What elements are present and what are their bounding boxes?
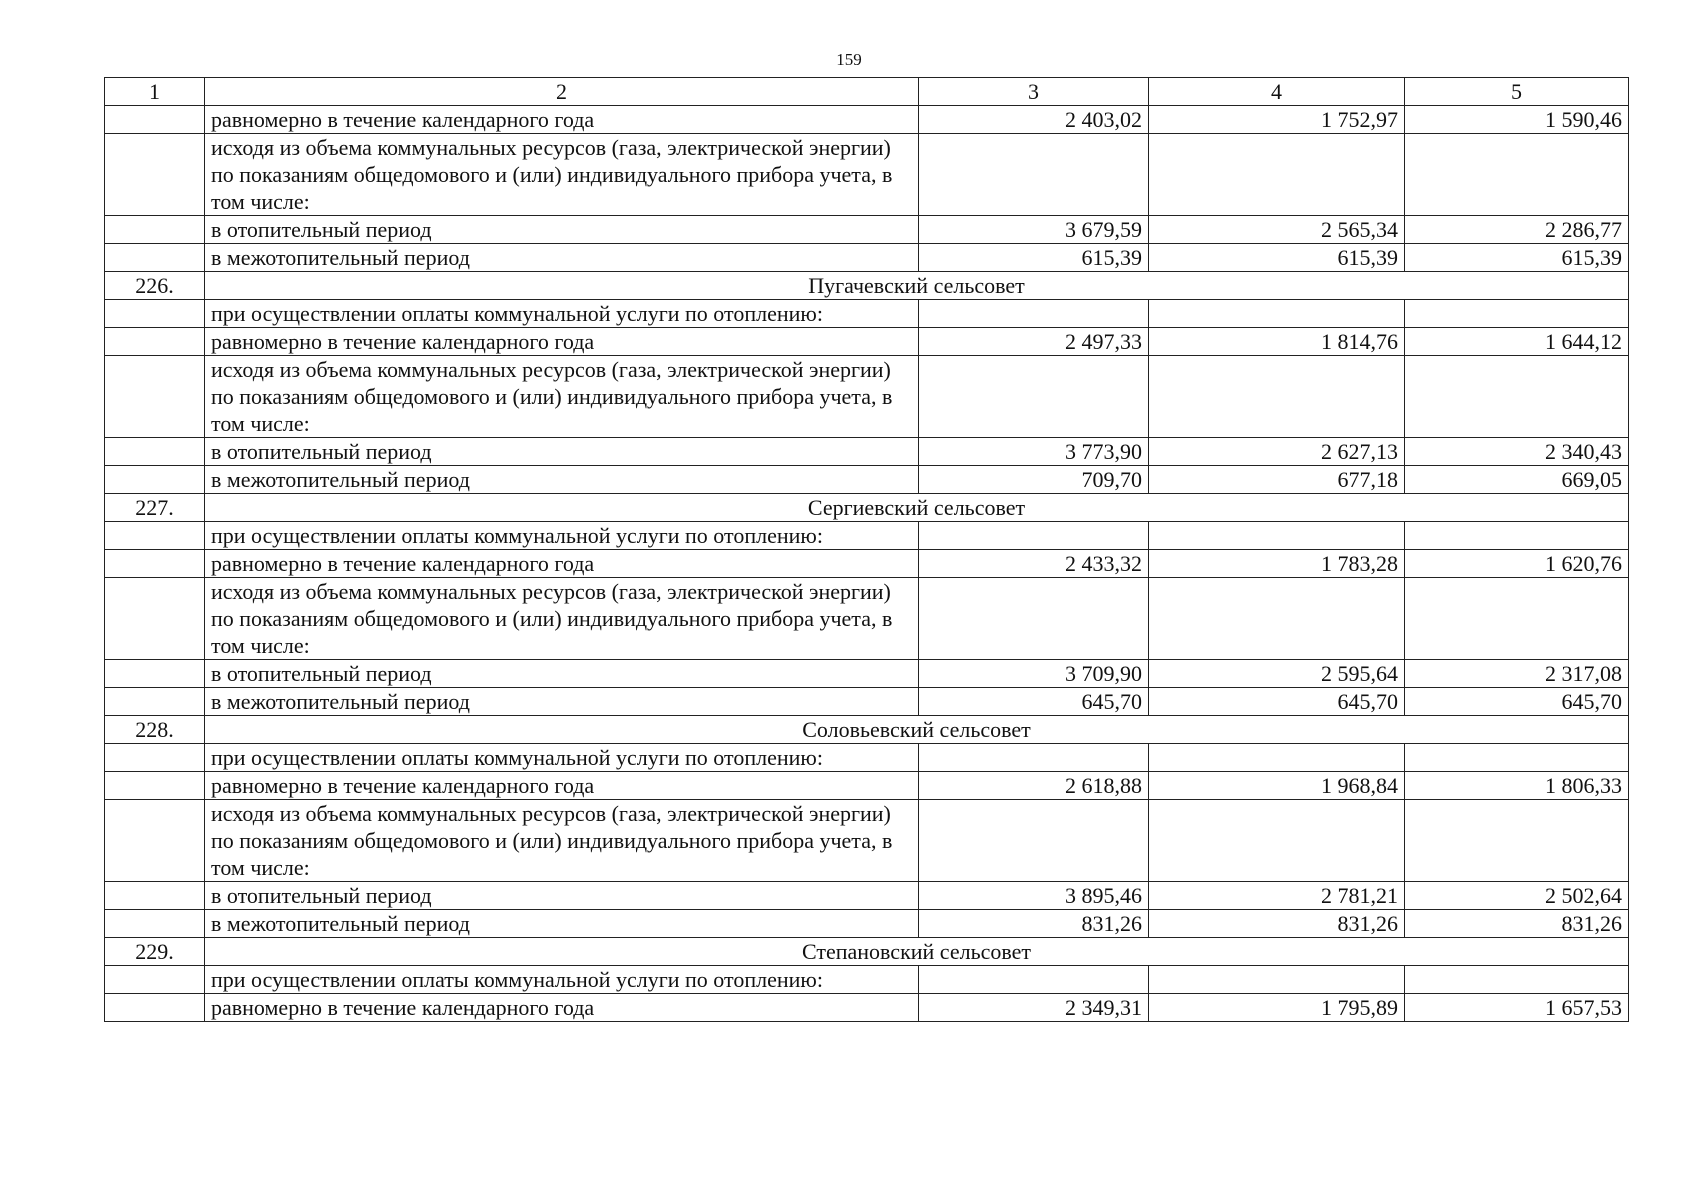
value-col-4: 615,39 [1149,244,1405,272]
value-col-3: 2 349,31 [919,994,1149,1022]
row-index [105,466,205,494]
row-label: исходя из объема коммунальных ресурсов (газа, электрической энергии) по показаниям общедомового и (или) индивидуального прибора учета, в том числе: [205,800,919,882]
row-index [105,800,205,882]
section-title: Соловьевский сельсовет [205,716,1629,744]
row-index [105,356,205,438]
value-col-5: 1 620,76 [1405,550,1629,578]
row-label: при осуществлении оплаты коммунальной услуги по отоплению: [205,966,919,994]
table-row [105,578,1629,660]
table-row [105,800,1629,882]
value-col-3 [919,300,1149,328]
value-col-5: 831,26 [1405,910,1629,938]
column-header-row [105,78,1629,106]
value-col-3: 831,26 [919,910,1149,938]
row-label: в межотопительный период [205,688,919,716]
table-row [105,550,1629,578]
row-label: при осуществлении оплаты коммунальной услуги по отоплению: [205,522,919,550]
column-header-3: 3 [919,78,1149,106]
row-label: равномерно в течение календарного года [205,328,919,356]
value-col-4 [1149,522,1405,550]
row-index [105,910,205,938]
column-header-2: 2 [205,78,919,106]
row-label: в отопительный период [205,882,919,910]
table-row [105,106,1629,134]
value-col-4: 1 795,89 [1149,994,1405,1022]
value-col-3: 2 497,33 [919,328,1149,356]
table-row [105,522,1629,550]
value-col-3: 2 403,02 [919,106,1149,134]
column-header-5: 5 [1405,78,1629,106]
table-row [105,772,1629,800]
table-row [105,910,1629,938]
value-col-5: 2 286,77 [1405,216,1629,244]
row-index [105,328,205,356]
value-col-4 [1149,134,1405,216]
value-col-3 [919,800,1149,882]
table-row [105,966,1629,994]
row-index [105,134,205,216]
value-col-3: 645,70 [919,688,1149,716]
value-col-4: 831,26 [1149,910,1405,938]
value-col-4 [1149,744,1405,772]
row-index [105,300,205,328]
value-col-5 [1405,134,1629,216]
value-col-3: 2 618,88 [919,772,1149,800]
table-row [105,438,1629,466]
row-index: 227. [105,494,205,522]
row-label: в отопительный период [205,216,919,244]
value-col-4: 2 781,21 [1149,882,1405,910]
row-label: равномерно в течение календарного года [205,106,919,134]
value-col-5: 2 317,08 [1405,660,1629,688]
value-col-5 [1405,966,1629,994]
row-index [105,244,205,272]
row-index [105,772,205,800]
table-row [105,882,1629,910]
value-col-4: 2 595,64 [1149,660,1405,688]
row-index [105,688,205,716]
row-index: 226. [105,272,205,300]
row-index: 228. [105,716,205,744]
table-row [105,300,1629,328]
value-col-4: 677,18 [1149,466,1405,494]
value-col-3: 709,70 [919,466,1149,494]
value-col-5: 1 590,46 [1405,106,1629,134]
row-label: равномерно в течение календарного года [205,994,919,1022]
value-col-5: 1 657,53 [1405,994,1629,1022]
value-col-4: 1 783,28 [1149,550,1405,578]
column-header-1: 1 [105,78,205,106]
row-label: в межотопительный период [205,244,919,272]
value-col-5 [1405,522,1629,550]
section-row [105,938,1629,966]
value-col-5 [1405,356,1629,438]
value-col-3: 3 679,59 [919,216,1149,244]
row-label: в межотопительный период [205,466,919,494]
value-col-5: 1 806,33 [1405,772,1629,800]
page-number: 159 [836,50,862,69]
table-row [105,244,1629,272]
value-col-3: 615,39 [919,244,1149,272]
row-index [105,216,205,244]
table-row [105,134,1629,216]
value-col-5: 669,05 [1405,466,1629,494]
row-index [105,522,205,550]
row-label: равномерно в течение календарного года [205,772,919,800]
row-index: 229. [105,938,205,966]
row-index [105,660,205,688]
value-col-3: 3 709,90 [919,660,1149,688]
table-body [105,78,1629,1022]
row-index [105,994,205,1022]
row-index [105,106,205,134]
section-title: Сергиевский сельсовет [205,494,1629,522]
section-title: Степановский сельсовет [205,938,1629,966]
row-label: в отопительный период [205,438,919,466]
section-row [105,272,1629,300]
value-col-3: 3 895,46 [919,882,1149,910]
value-col-4 [1149,300,1405,328]
row-index [105,966,205,994]
table-row [105,216,1629,244]
row-label: исходя из объема коммунальных ресурсов (газа, электрической энергии) по показаниям общедомового и (или) индивидуального прибора учета, в том числе: [205,134,919,216]
section-title: Пугачевский сельсовет [205,272,1629,300]
table-row [105,328,1629,356]
row-index [105,550,205,578]
value-col-4: 645,70 [1149,688,1405,716]
row-label: при осуществлении оплаты коммунальной услуги по отоплению: [205,300,919,328]
value-col-5 [1405,800,1629,882]
table-row [105,356,1629,438]
column-header-4: 4 [1149,78,1405,106]
value-col-4 [1149,966,1405,994]
section-row [105,494,1629,522]
row-label: в отопительный период [205,660,919,688]
row-index [105,438,205,466]
value-col-3 [919,744,1149,772]
row-index [105,578,205,660]
row-label: равномерно в течение календарного года [205,550,919,578]
value-col-4: 2 627,13 [1149,438,1405,466]
value-col-3: 3 773,90 [919,438,1149,466]
value-col-4: 2 565,34 [1149,216,1405,244]
table-row [105,688,1629,716]
value-col-3 [919,578,1149,660]
table-row [105,466,1629,494]
value-col-4 [1149,356,1405,438]
value-col-3 [919,134,1149,216]
row-label: исходя из объема коммунальных ресурсов (газа, электрической энергии) по показаниям общедомового и (или) индивидуального прибора учета, в том числе: [205,356,919,438]
value-col-5 [1405,578,1629,660]
value-col-5: 2 340,43 [1405,438,1629,466]
row-label: в межотопительный период [205,910,919,938]
row-label: исходя из объема коммунальных ресурсов (газа, электрической энергии) по показаниям общедомового и (или) индивидуального прибора учета, в том числе: [205,578,919,660]
value-col-4 [1149,800,1405,882]
value-col-5: 645,70 [1405,688,1629,716]
row-index [105,744,205,772]
value-col-4: 1 752,97 [1149,106,1405,134]
tariff-table [104,77,1629,1022]
value-col-5 [1405,300,1629,328]
row-label: при осуществлении оплаты коммунальной услуги по отоплению: [205,744,919,772]
value-col-4: 1 968,84 [1149,772,1405,800]
value-col-4 [1149,578,1405,660]
value-col-5 [1405,744,1629,772]
table-row [105,660,1629,688]
value-col-3: 2 433,32 [919,550,1149,578]
value-col-3 [919,522,1149,550]
section-row [105,716,1629,744]
value-col-5: 2 502,64 [1405,882,1629,910]
value-col-5: 615,39 [1405,244,1629,272]
value-col-3 [919,966,1149,994]
value-col-4: 1 814,76 [1149,328,1405,356]
value-col-3 [919,356,1149,438]
row-index [105,882,205,910]
table-row [105,744,1629,772]
value-col-5: 1 644,12 [1405,328,1629,356]
table-row [105,994,1629,1022]
